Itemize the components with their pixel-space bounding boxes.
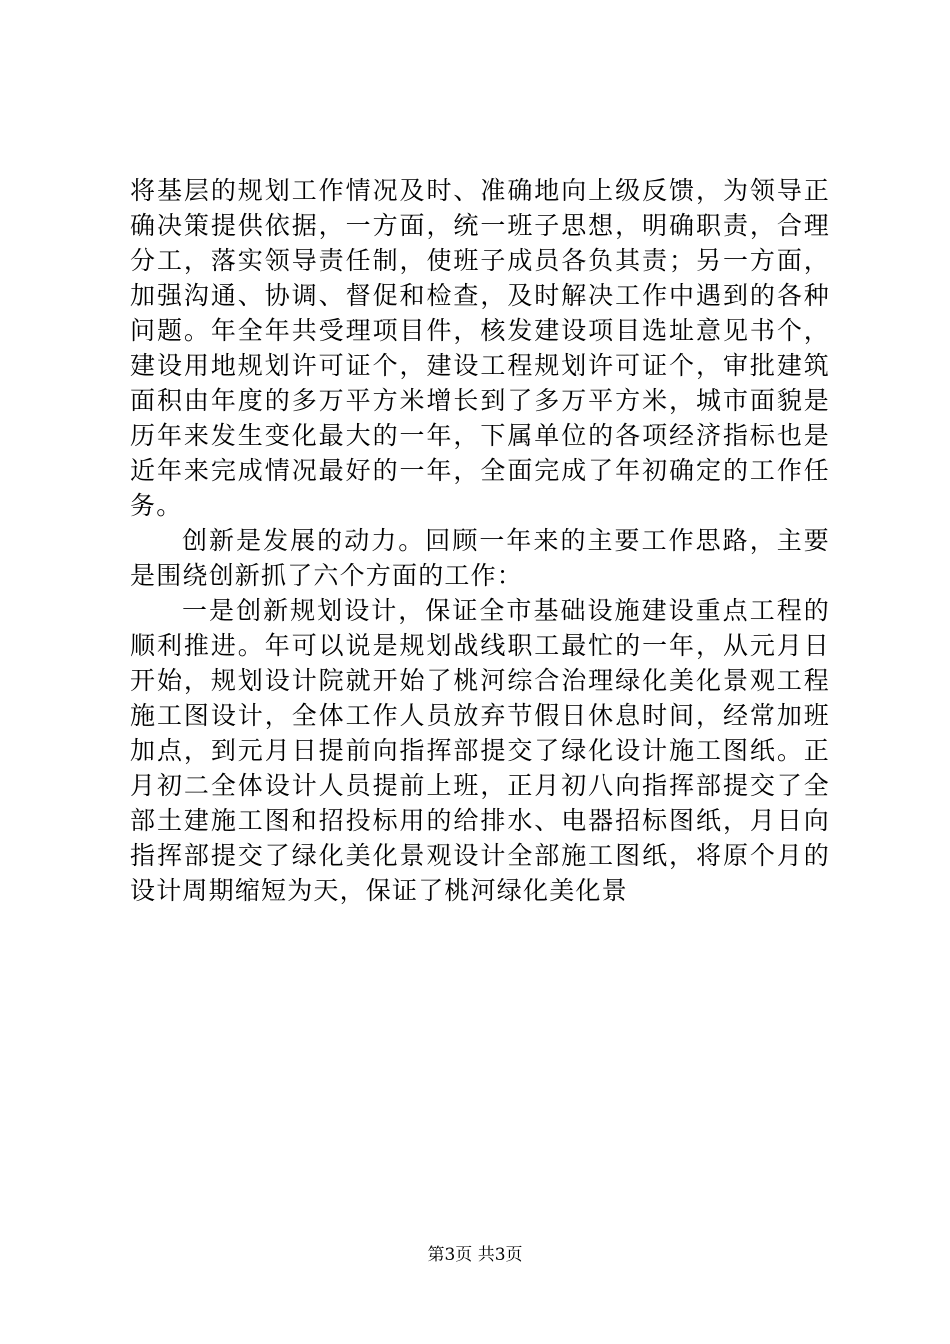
paragraph-continuation: 将基层的规划工作情况及时、准确地向上级反馈，为领导正确决策提供依据，一方面，统一班子思想，明确职责，合理分工，落实领导责任制，使班子成员各负其责；另一方面，加强沟通、协调、督促和检查，及时解决工作中遇到的各种问题。年全年共受理项目件，核发建设项目选址意见书个，建设用地规划许可证个，建设工程规划许可证个，审批建筑面积由年度的多万平方米增长到了多万平方米，城市面貌是历年来发生变化最大的一年，下属单位的各项经济指标也是近年来完成情况最好的一年，全面完成了年初确定的工作任务。 <box>130 176 830 520</box>
paragraph-innovation-intro: 创新是发展的动力。回顾一年来的主要工作思路，主要是围绕创新抓了六个方面的工作： <box>130 526 830 590</box>
body-text <box>130 173 830 908</box>
page-footer: 第3页 共3页 <box>427 1245 523 1265</box>
paragraph-planning-design: 一是创新规划设计，保证全市基础设施建设重点工程的顺利推进。年可以说是规划战线职工最忙的一年，从元月日开始，规划设计院就开始了桃河综合治理绿化美化景观工程施工图设计，全体工作人员放弃节假日休息时间，经常加班加点，到元月日提前向指挥部提交了绿化设计施工图纸。正月初二全体设计人员提前上班，正月初八向指挥部提交了全部土建施工图和招投标用的给排水、电器招标图纸，月日向指挥部提交了绿化美化景观设计全部施工图纸，将原个月的设计周期缩短为天，保证了桃河绿化美化景 <box>130 596 830 905</box>
